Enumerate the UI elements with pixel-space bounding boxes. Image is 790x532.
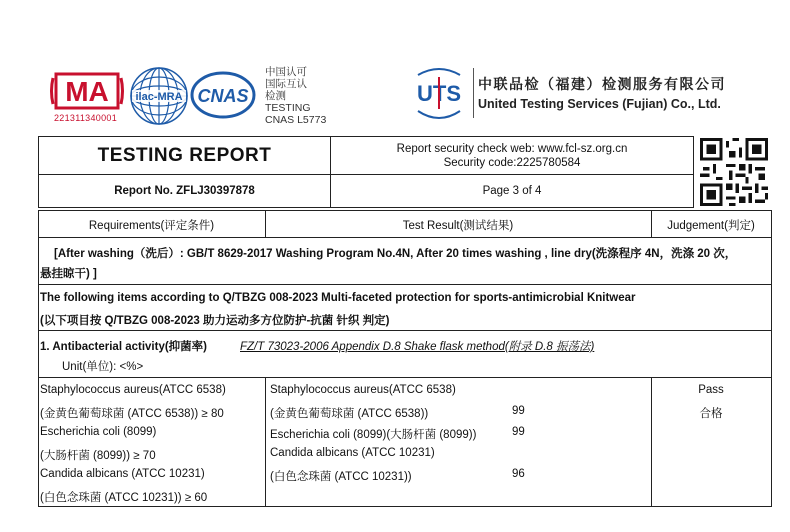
report-number: Report No. ZFLJ30397878 — [38, 174, 331, 208]
cnas-line-2: 国际互认 — [265, 78, 307, 90]
ilac-logo-text: ilac-MRA — [135, 91, 183, 103]
section-title: 1. Antibacterial activity(抑菌率) — [40, 341, 208, 353]
result-name: (白色念珠菌 (ATCC 10231)) — [270, 471, 412, 483]
requirement-line: (金黄色葡萄球菌 (ATCC 6538)) ≥ 80 — [40, 408, 224, 420]
unit-label: Unit(单位): <%> — [62, 361, 144, 373]
uts-logo-text: UTS — [417, 81, 461, 106]
cnas-line-4: TESTING — [265, 102, 311, 114]
logo-divider — [473, 68, 474, 118]
result-value: 96 — [512, 468, 525, 480]
cnas-line-5: CNAS L5773 — [265, 114, 327, 126]
cma-number: 221311340001 — [54, 113, 117, 123]
company-name-cn: 中联品检（福建）检测服务有限公司 — [478, 76, 726, 92]
col-result-header: Test Result(测试结果) — [402, 220, 514, 232]
security-web: Report security check web: www.fcl-sz.org.cn — [396, 142, 628, 155]
result-name: Candida albicans (ATCC 10231) — [270, 447, 435, 459]
ilac-mra-logo-icon — [128, 66, 190, 126]
uts-logo-icon — [410, 65, 468, 125]
requirement-line: Candida albicans (ATCC 10231) — [40, 468, 205, 480]
requirement-line: (白色念珠菌 (ATCC 10231)) ≥ 60 — [40, 492, 208, 504]
judgement-en: Pass — [698, 384, 724, 396]
company-name-en: United Testing Services (Fujian) Co., Ltd. — [478, 97, 721, 111]
cma-logo-icon — [50, 70, 124, 112]
result-name: Staphylococcus aureus(ATCC 6538) — [270, 384, 456, 396]
qr-code-icon — [700, 138, 768, 206]
result-name: (金黄色葡萄球菌 (ATCC 6538)) — [270, 408, 429, 420]
cnas-line-3: 检测 — [265, 90, 286, 102]
standard-line-1: The following items according to Q/TBZG 008-2023 Multi-faceted protection for sports-antimicrobial Knitwear — [40, 292, 636, 304]
cnas-accreditation-text — [265, 66, 326, 126]
result-value: 99 — [512, 405, 525, 417]
cnas-logo-icon — [190, 70, 256, 120]
cma-logo-text: MA — [65, 76, 109, 107]
col-requirements-header: Requirements(评定条件) — [88, 220, 215, 232]
report-title: TESTING REPORT — [38, 136, 331, 175]
col-judgement-header: Judgement(判定) — [667, 220, 755, 232]
requirement-line: (大肠杆菌 (8099)) ≥ 70 — [40, 450, 156, 462]
result-value: 99 — [512, 426, 525, 438]
washing-condition-line-1: [After washing（洗后）: GB/T 8629-2017 Washing Program No.4N, After 20 times washing , line dry(洗涤程序 4N，洗涤 20 次， — [54, 248, 737, 260]
security-code: Security code:2225780584 — [443, 156, 581, 169]
result-name: Escherichia coli (8099)(大肠杆菌 (8099)) — [270, 429, 477, 441]
washing-condition-line-2: 悬挂晾干) ] — [40, 268, 97, 280]
cnas-logo-text: CNAS — [197, 86, 249, 106]
requirement-line: Staphylococcus aureus(ATCC 6538) — [40, 384, 226, 396]
cnas-line-1: 中国认可 — [265, 66, 307, 78]
judgement-cn: 合格 — [699, 408, 723, 420]
section-method: FZ/T 73023-2006 Appendix D.8 Shake flask method(附录 D.8 振荡法) — [240, 341, 595, 353]
security-info — [330, 136, 694, 175]
standard-line-2: (以下项目按 Q/TBZG 008-2023 助力运动多方位防护-抗菌 针织 判定) — [40, 315, 390, 327]
requirement-line: Escherichia coli (8099) — [40, 426, 157, 438]
page-number: Page 3 of 4 — [330, 174, 694, 208]
